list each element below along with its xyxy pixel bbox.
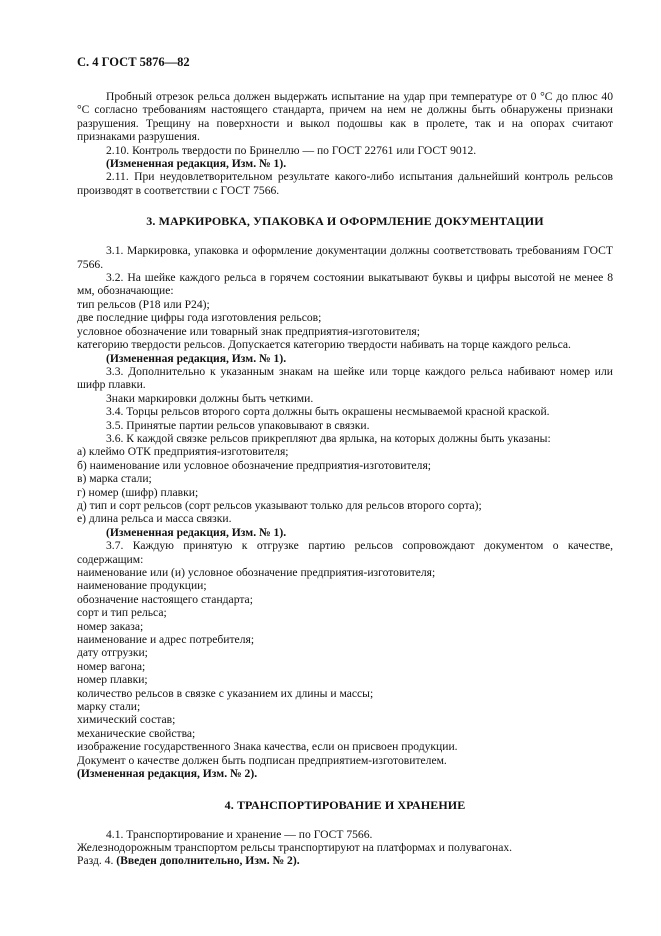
marking-item: условное обозначение или товарный знак предприятия-изготовителя; (77, 324, 420, 338)
clause-2-11: 2.11. При неудовлетворительном результате какого-либо испытания дальнейший контроль рельсов производят в соответствии с ГОСТ 7566. (77, 170, 613, 197)
clause-3-2: 3.2. На шейке каждого рельса в горячем состоянии выкатывают буквы и цифры высотой не менее 8 мм, обозначающие: (77, 271, 613, 298)
document-item: сорт и тип рельса; (77, 606, 167, 620)
document-item: наименование и адрес потребителя; (77, 633, 255, 647)
document-item: наименование продукции; (77, 579, 207, 593)
document-item: номер заказа; (77, 619, 144, 633)
section-4-title: 4. ТРАНСПОРТИРОВАНИЕ И ХРАНЕНИЕ (224, 797, 466, 812)
marking-item: тип рельсов (Р18 или Р24); (77, 297, 210, 311)
clause-3-5: 3.5. Принятые партии рельсов упаковывают в связки. (106, 418, 370, 432)
document-item: номер вагона; (77, 659, 146, 673)
page-header: С. 4 ГОСТ 5876—82 (77, 55, 190, 69)
clause-3-4: 3.4. Торцы рельсов второго сорта должны быть окрашены несмываемой красной краской. (106, 405, 550, 419)
document-item: обозначение настоящего стандарта; (77, 592, 253, 606)
tag-item: е) длина рельса и масса связки. (77, 512, 232, 526)
tag-item: в) марка стали; (77, 472, 152, 486)
section-3-title: 3. МАРКИРОВКА, УПАКОВКА И ОФОРМЛЕНИЕ ДОКУМЕНТАЦИИ (146, 214, 544, 229)
section-4-added-note: (Введен дополнительно, Изм. № 2). (116, 854, 300, 868)
document-item: изображение государственного Знака качества, если он присвоен продукции. (77, 740, 458, 754)
revision-note: (Измененная редакция, Изм. № 1). (106, 157, 287, 171)
document-item: механические свойства; (77, 726, 196, 740)
document-item: наименование или (и) условное обозначение предприятия-изготовителя; (77, 566, 436, 579)
document-item: количество рельсов в связке с указанием их длины и массы; (77, 686, 374, 700)
impact-test-paragraph: Пробный отрезок рельса должен выдержать испытание на удар при температуре от 0 °C до плюс 40 °C согласно требованиям настоящего стандарта, причем на нем не должны быть обнаружены признаки разрушения. Трещину на поверхности и выкол подошвы как в пролете, так и на опорах считают признаками разрушения. (77, 90, 613, 144)
marking-item: две последние цифры года изготовления рельсов; (77, 311, 322, 325)
document-item: Документ о качестве должен быть подписан предприятием-изготовителем. (77, 753, 447, 767)
clause-4-1: 4.1. Транспортирование и хранение — по ГОСТ 7566. (106, 827, 373, 841)
tag-item: а) клеймо ОТК предприятия-изготовителя; (77, 445, 289, 459)
document-item: номер плавки; (77, 673, 148, 687)
clause-3-7: 3.7. Каждую принятую к отгрузке партию рельсов сопровождают документом о качестве, содержащим: (77, 539, 613, 566)
marking-item: категорию твердости рельсов. Допускается категорию твердости набивать на торце каждого рельса. (77, 338, 571, 352)
section-4-ref: Разд. 4. (77, 854, 114, 868)
clause-3-3-note: Знаки маркировки должны быть четкими. (106, 391, 314, 405)
document-item: марку стали; (77, 700, 141, 714)
tag-item: б) наименование или условное обозначение предприятия-изготовителя; (77, 458, 432, 472)
clause-3-1: 3.1. Маркировка, упаковка и оформление документации должны соответствовать требованиям ГОСТ 7566. (77, 244, 613, 271)
revision-note: (Измененная редакция, Изм. № 1). (106, 525, 287, 539)
document-item: химический состав; (77, 713, 176, 727)
clause-3-3: 3.3. Дополнительно к указанным знакам на шейке или торце каждого рельса набивают номер или шифр плавки. (77, 364, 613, 392)
tag-item: д) тип и сорт рельсов (сорт рельсов указывают только для рельсов второго сорта); (77, 498, 482, 512)
clause-3-6: 3.6. К каждой связке рельсов прикрепляют два ярлыка, на которых должны быть указаны: (106, 431, 551, 445)
clause-4-1-note: Железнодорожным транспортом рельсы транспортируют на платформах и полувагонах. (77, 840, 513, 854)
tag-item: г) номер (шифр) плавки; (77, 485, 199, 499)
section-4-revision (77, 854, 613, 867)
revision-note: (Измененная редакция, Изм. № 2). (77, 767, 258, 781)
document-item: дату отгрузки; (77, 646, 148, 660)
revision-note: (Измененная редакция, Изм. № 1). (106, 351, 287, 365)
clause-2-10: 2.10. Контроль твердости по Бринеллю — по ГОСТ 22761 или ГОСТ 9012. (106, 143, 477, 157)
